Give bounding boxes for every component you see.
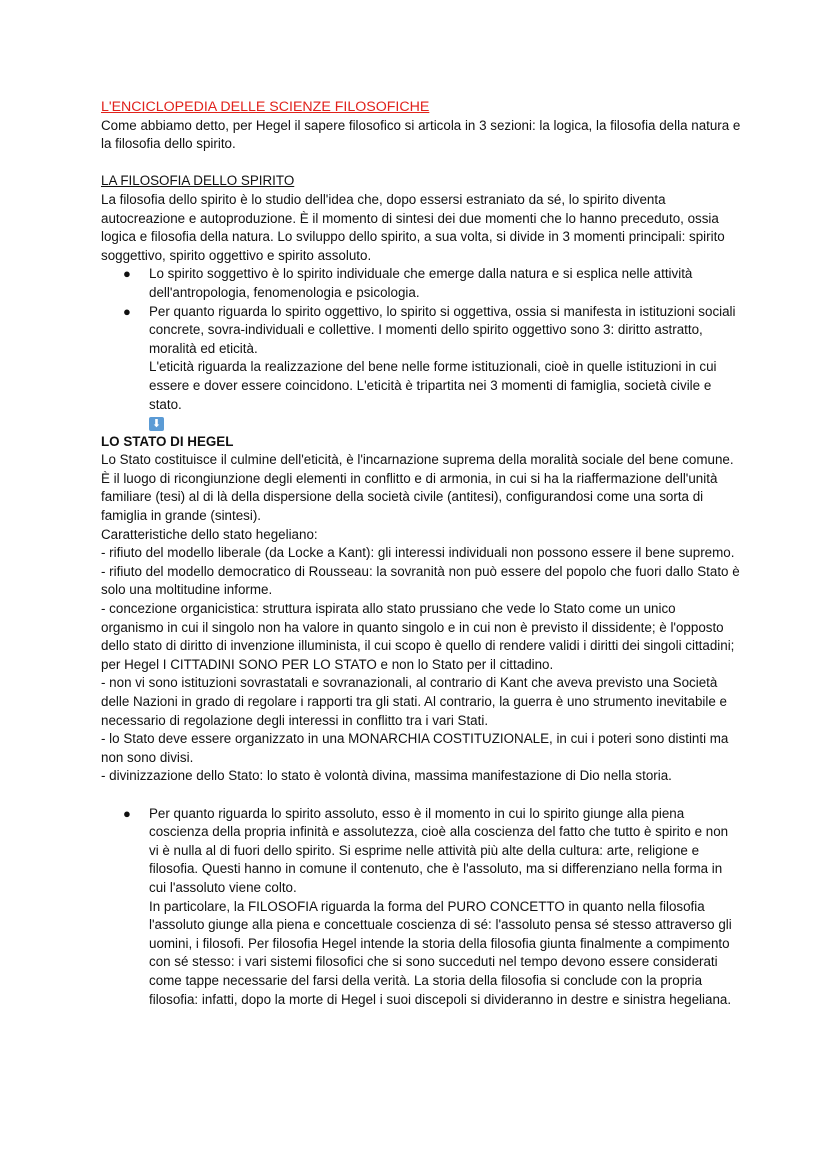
stato-paragraph: Lo Stato costituisce il culmine dell'eticità, è l'incarnazione suprema della moralità sociale del bene comune. È il luogo di ricongiunzione degli elementi in conflitto e di armonia, in cui si ha la riaffermazione dell'unità familiare (tesi) al di là della dispersione della società civile (antitesi), configurandosi come una sorta di famiglia in grande (sintesi).: [101, 452, 734, 524]
spirito-paragraph: La filosofia dello spirito è lo studio dell'idea che, dopo essersi estraniato da sé, lo spirito diventa autocreazione e autoproduzione. È il momento di sintesi dei due momenti che lo hanno preceduto, ossia logica e filosofia della natura. Lo sviluppo dello spirito, a sua volta, si divide in 3 momenti principali: spirito soggettivo, spirito oggettivo e spirito assoluto.: [101, 191, 725, 263]
bullet-list-bottom: [101, 805, 741, 1010]
characteristic-item: - rifiuto del modello liberale (da Locke a Kant): gli interessi individuali non possono essere il bene supremo.: [101, 545, 735, 561]
list-item: [123, 303, 741, 433]
bullet-text-assoluto: Per quanto riguarda lo spirito assoluto, esso è il momento in cui lo spirito giunge alla piena coscienza della propria infinità e assolutezza, cioè alla coscienza del fatto che tutto è spirito e non vi è nulla al di fuori dello spirito. Si esprime nelle attività più alte della cultura: arte, religione e filosofia. Questi hanno in comune il contenuto, che è l'assoluto, ma si differenziano nella forma in cui l'assoluto viene colto.: [149, 805, 729, 895]
bullet-icon: ●: [123, 303, 131, 319]
section-heading-spirito: LA FILOSOFIA DELLO SPIRITO: [101, 173, 295, 189]
bullet-icon: ●: [123, 805, 131, 821]
spacer: [101, 786, 741, 805]
list-item: [123, 265, 741, 302]
section-heading-stato: LO STATO DI HEGEL: [101, 433, 234, 449]
document-title[interactable]: L'ENCICLOPEDIA DELLE SCIENZE FILOSOFICHE: [101, 99, 430, 115]
arrow-down-icon: ⬇: [149, 417, 164, 431]
characteristic-item: - concezione organicistica: struttura ispirata allo stato prussiano che vede lo Stato come un unico organismo in cui il singolo non ha valore in quanto singolo e in cui non è previsto il dissidente; è l'opposto dello stato di diritto di invenzione illuminista, il cui scopo è quello di rendere validi i diritti dei singoli cittadini; per Hegel I CITTADINI SONO PER LO STATO e non lo Stato per il cittadino.: [101, 601, 735, 672]
bullet-text-soggettivo: Lo spirito soggettivo è lo spirito individuale che emerge dalla natura e si esplica nelle attività dell'antropologia, fenomenologia e psicologia.: [149, 266, 693, 300]
characteristic-item: - divinizzazione dello Stato: lo stato è volontà divina, massima manifestazione di Dio nella storia.: [101, 768, 672, 784]
bullet-icon: ●: [123, 266, 131, 282]
list-item: [123, 805, 741, 1010]
filosofia-paragraph: In particolare, la FILOSOFIA riguarda la forma del PURO CONCETTO in quanto nella filosofia l'assoluto giunge alla piena e concettuale coscienza di sé: l'assoluto pensa sé stesso attraverso gli uomini, i filosofi. Per filosofia Hegel intende la storia della filosofia giunta finalmente a compimento con sé stesso: i vari sistemi filosofici che si sono succeduti nel tempo devono essere considerati come tappe necessarie del farsi della verità. La storia della filosofia si conclude con la propria filosofia: infatti, dopo la morte di Hegel i suoi discepoli si divideranno in destre e sinistra hegeliana.: [149, 898, 732, 1007]
bullet-text-oggettivo: Per quanto riguarda lo spirito oggettivo, lo spirito si oggettiva, ossia si manifesta in istituzioni sociali concrete, sovra-individuali e collettive. I momenti dello spirito oggettivo sono 3: diritto astratto, moralità ed eticità.: [149, 303, 736, 356]
characteristic-item: - non vi sono istituzioni sovrastatali e sovranazionali, al contrario di Kant che aveva previsto una Società delle Nazioni in grado di regolare i rapporti tra gli stati. Al contrario, la guerra è uno strumento inevitabile e necessario di regolazione degli interessi in conflitto tra i vari Stati.: [101, 675, 727, 728]
document-page: [101, 98, 741, 1009]
intro-paragraph: Come abbiamo detto, per Hegel il sapere filosofico si articola in 3 sezioni: la logica, la filosofia della natura e la filosofia dello spirito.: [101, 117, 741, 152]
characteristic-item: - rifiuto del modello democratico di Rousseau: la sovranità non può essere del popolo che fuori dallo Stato è solo una moltitudine informe.: [101, 563, 740, 598]
characteristics-intro: Caratteristiche dello stato hegeliano:: [101, 526, 318, 542]
eticita-paragraph: L'eticità riguarda la realizzazione del bene nelle forme istituzionali, cioè in quelle istituzioni in cui essere e dover essere coincidono. L'eticità è tripartita nei 3 momenti di famiglia, società civile e stato.: [149, 359, 717, 412]
bullet-list-top: [101, 265, 741, 432]
characteristic-item: - lo Stato deve essere organizzato in una MONARCHIA COSTITUZIONALE, in cui i poteri sono distinti ma non sono divisi.: [101, 731, 729, 765]
spacer: [101, 154, 741, 173]
